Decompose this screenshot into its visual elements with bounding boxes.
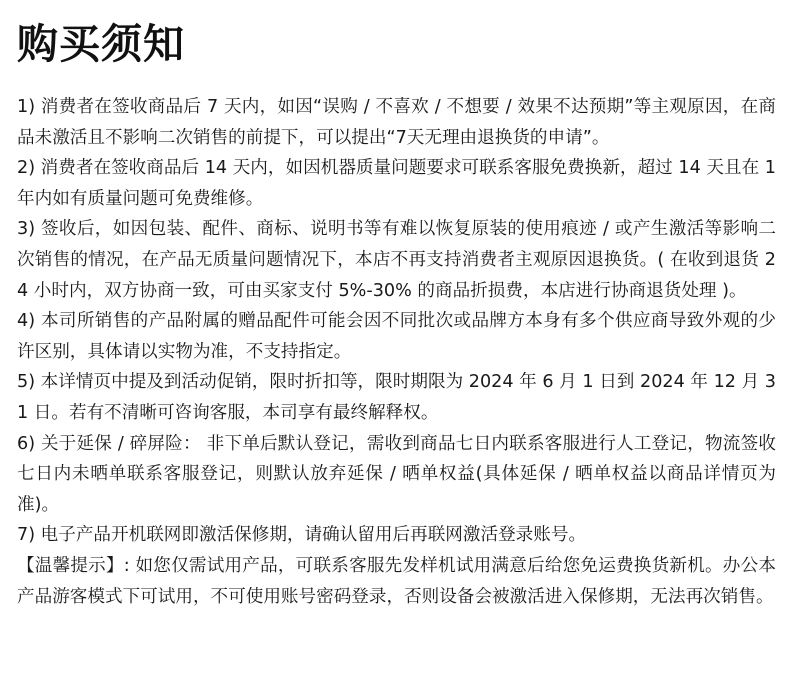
notice-item-3: 3) 签收后，如因包装、配件、商标、说明书等有难以恢复原装的使用痕迹 / 或产生激活等影响二次销售的情况，在产品无质量问题情况下，本店不再支持消费者主观原因退换货。( 在收到退货 24 小时内，双方协商一致，可由买家支付 5%-30% 的商品折损费，本店进行协商退货处理 )。 (17, 219, 776, 301)
notice-item-7: 7) 电子产品开机联网即激活保修期，请确认留用后再联网激活登录账号。 (17, 525, 587, 546)
notice-item-5: 5) 本详情页中提及到活动促销，限时折扣等，限时期限为 2024 年 6 月 1 日到 2024 年 12 月 31 日。若有不清晰可咨询客服，本司享有最终解释权。 (17, 372, 776, 423)
notice-item-4: 4) 本司所销售的产品附属的赠品配件可能会因不同批次或品牌方本身有多个供应商导致外观的少许区别，具体请以实物为准，不支持指定。 (17, 311, 776, 362)
notice-item-1: 1) 消费者在签收商品后 7 天内，如因“误购 / 不喜欢 / 不想要 / 效果不达预期”等主观原因，在商品未激活且不影响二次销售的前提下，可以提出“7天无理由退换货的申请”。 (17, 97, 776, 148)
warm-tip (17, 551, 776, 612)
notice-list (17, 92, 776, 612)
notice-item-6: 6) 关于延保 / 碎屏险： 非下单后默认登记，需收到商品七日内联系客服进行人工登记，物流签收七日内未晒单联系客服登记，则默认放弃延保 / 晒单权益(具体延保 / 晒单权益以商品详情页为准)。 (17, 433, 776, 515)
warm-tip-label: 【温馨提示】 (17, 555, 124, 576)
page-title: 购买须知 (17, 20, 185, 68)
warm-tip-text: : 如您仅需试用产品，可联系客服先发样机试用满意后给您免运费换货新机。办公本产品游客模式下可试用，不可使用账号密码登录，否则设备会被激活进入保修期，无法再次销售。 (17, 555, 776, 607)
notice-item-2: 2) 消费者在签收商品后 14 天内，如因机器质量问题要求可联系客服免费换新，超过 14 天且在 1 年内如有质量问题可免费维修。 (17, 158, 776, 209)
